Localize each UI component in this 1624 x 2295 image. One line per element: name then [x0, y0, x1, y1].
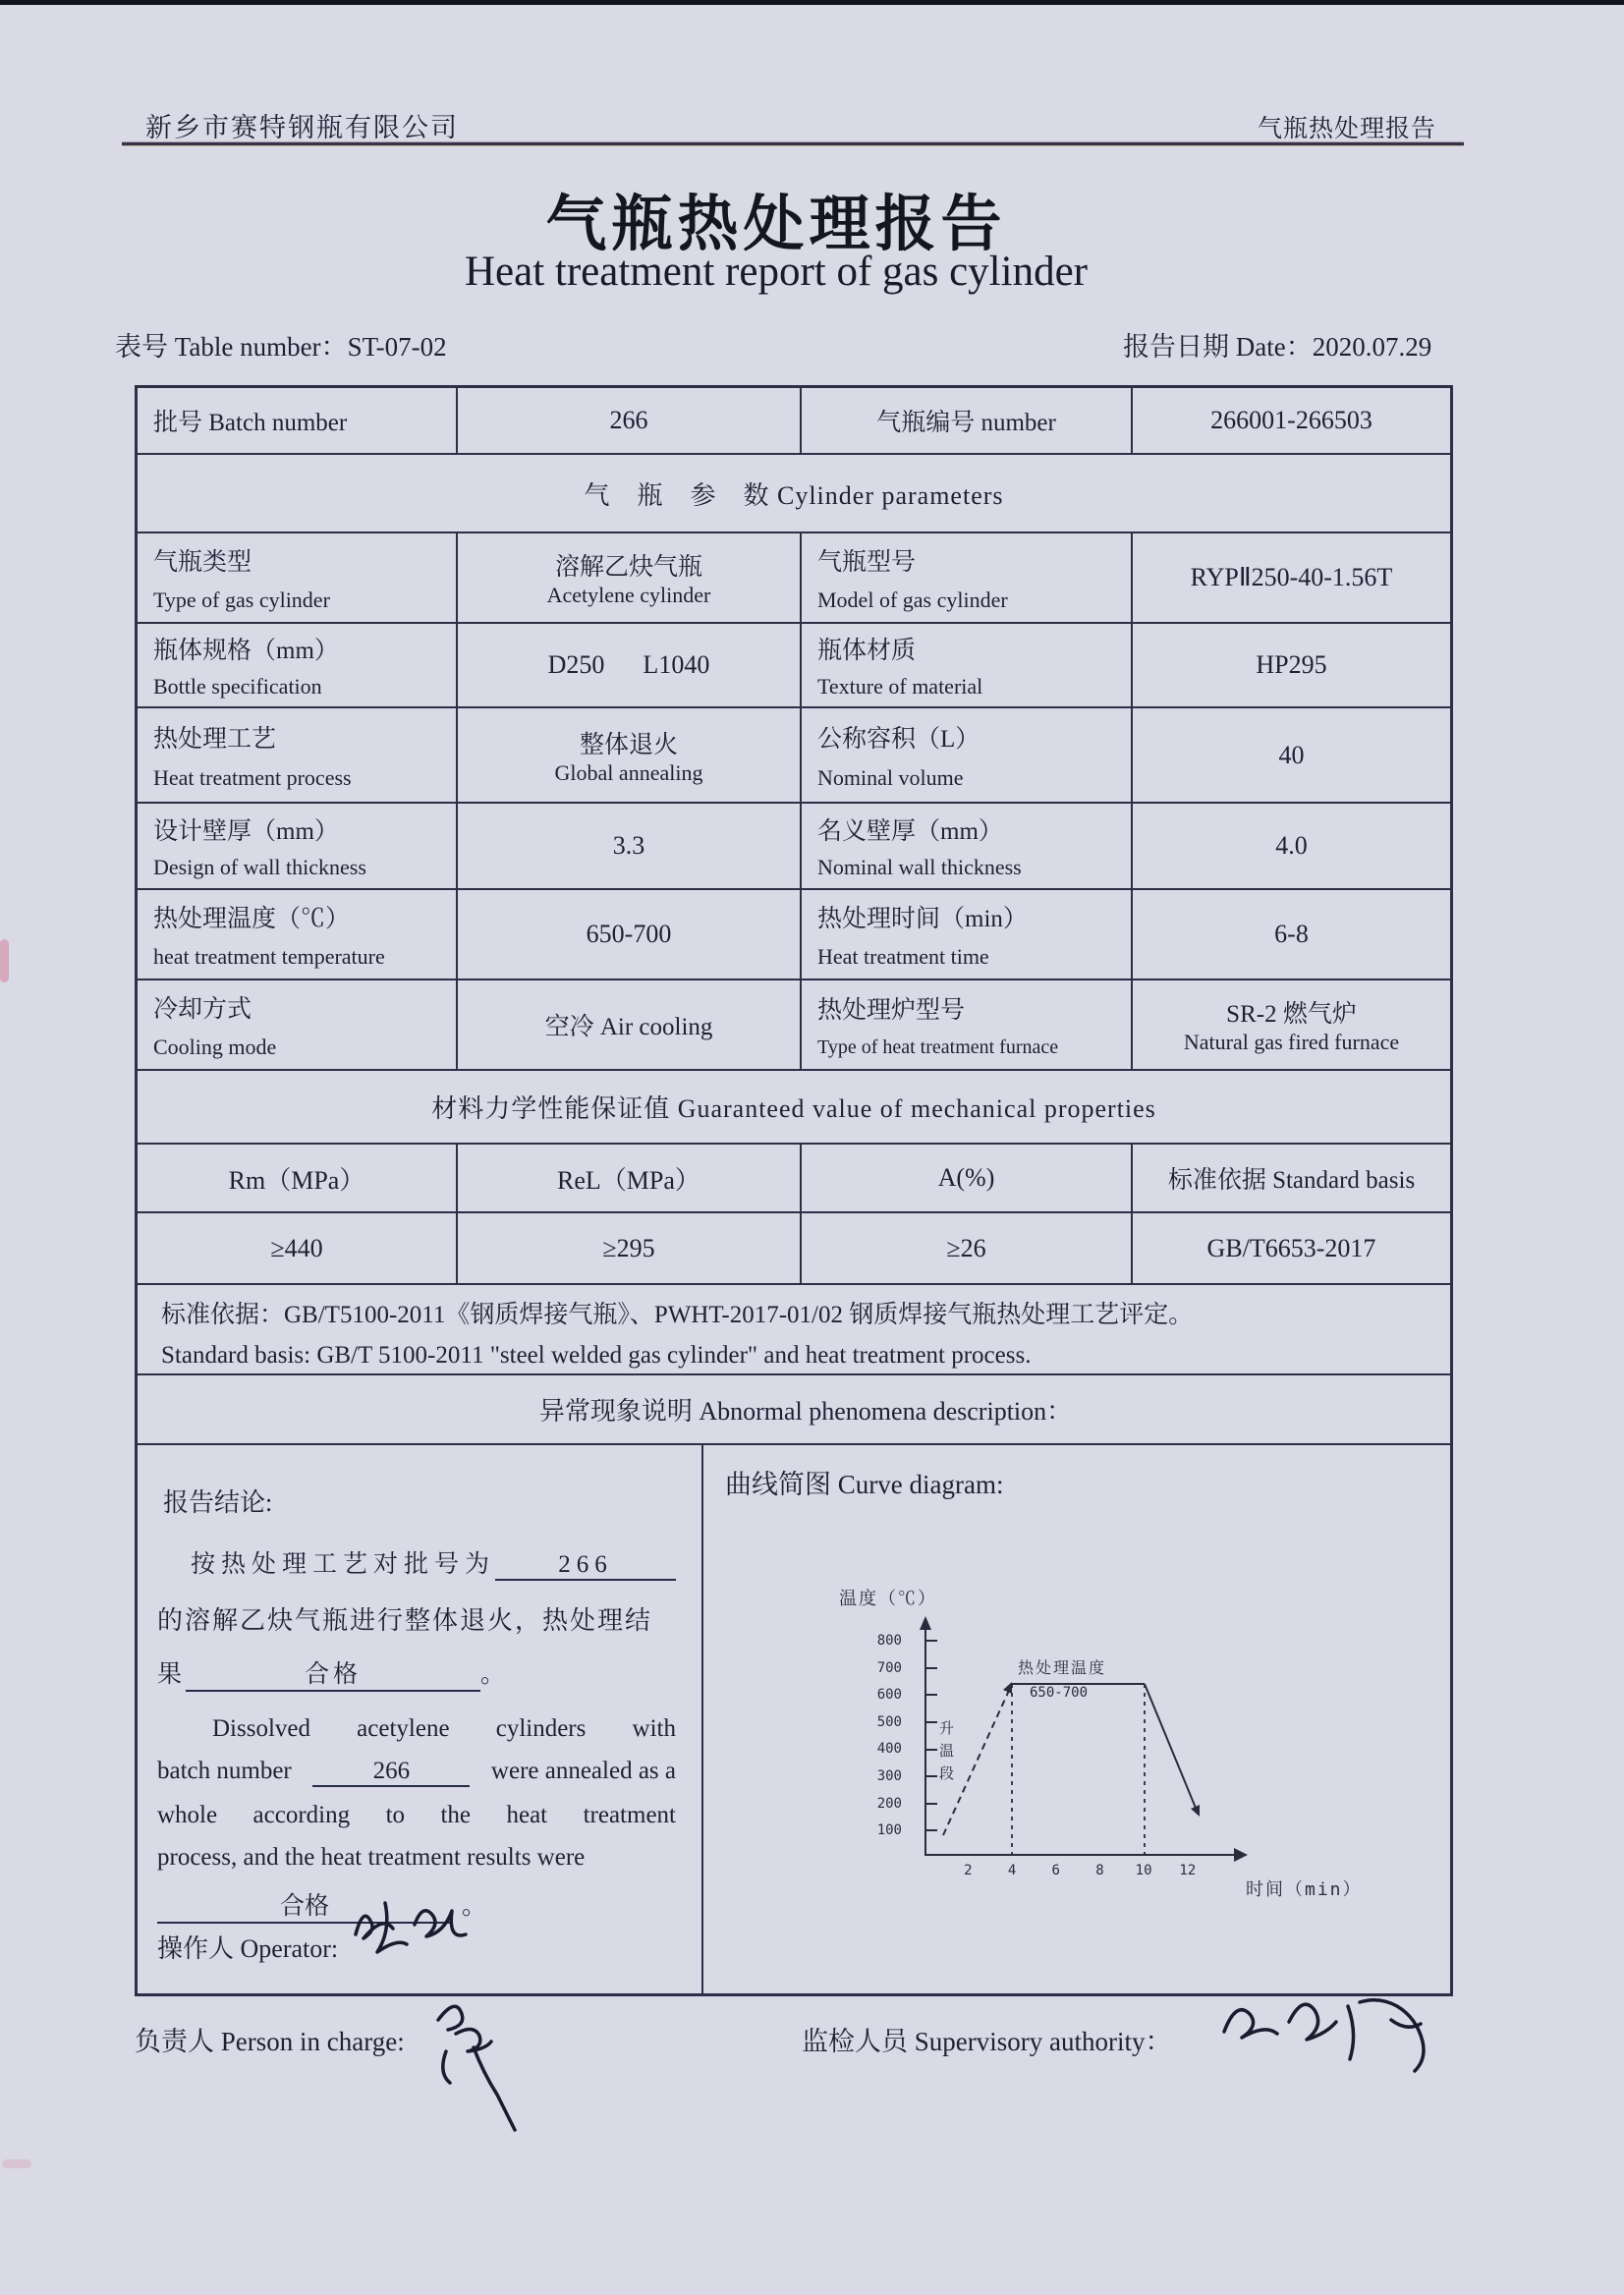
cooling-label-cell — [138, 980, 458, 1069]
table-row-standard — [138, 1285, 1450, 1375]
y-axis-label: 温度（℃） — [839, 1589, 937, 1609]
table-row-specification — [138, 624, 1450, 708]
x-axis-ticks: 2 4 6 8 10 12 — [964, 1863, 1197, 1878]
conclusion-en-line1: Dissolved acetylene cylinders with — [212, 1715, 676, 1742]
process-label-cell — [138, 708, 458, 802]
table-number-label: 表号 Table number： — [115, 332, 348, 362]
conclusion-zh3-post: 。 — [480, 1661, 510, 1688]
model-value-cell — [1133, 533, 1450, 622]
conclusion-en-line2 — [157, 1758, 676, 1787]
volume-label-zh: 公称容积（L） — [817, 726, 980, 753]
temperature-value: 650-700 — [586, 920, 672, 948]
cooling-label-zh: 冷却方式 — [153, 996, 252, 1024]
page-title-en: Heat treatment report of gas cylinder — [465, 249, 1088, 295]
cooling-value-cell — [458, 980, 802, 1069]
standard-cell — [138, 1285, 1450, 1373]
type-value-zh: 溶解乙炔气瓶 — [554, 554, 702, 581]
spec-label-en: Bottle specification — [153, 673, 322, 699]
temperature-value-cell — [458, 890, 802, 979]
table-row-type — [138, 533, 1450, 624]
furnace-label-en: Type of heat treatment furnace — [817, 1036, 1059, 1058]
time-value-cell — [1133, 890, 1450, 979]
curve-heading: 曲线简图 Curve diagram: — [725, 1470, 1004, 1499]
type-label-en: Type of gas cylinder — [153, 587, 330, 612]
process-value-zh: 整体退火 — [579, 731, 678, 758]
x-axis-label: 时间（min） — [1246, 1879, 1363, 1900]
conclusion-zh-line2: 的溶解乙炔气瓶进行整体退火，热处理结 — [157, 1606, 653, 1635]
conclusion-en5-post: 。 — [462, 1893, 487, 1920]
cylinder-number-label: 气瓶编号 number — [876, 410, 1056, 436]
process-label-en: Heat treatment process — [153, 765, 352, 790]
process-value-en: Global annealing — [554, 759, 703, 785]
nominal-thickness-label-cell — [802, 804, 1133, 888]
spec-label-cell — [138, 624, 458, 706]
rel-header: ReL（MPa） — [557, 1165, 700, 1195]
header-rule — [122, 142, 1464, 145]
a-header: A(%) — [937, 1163, 995, 1192]
model-label-en: Model of gas cylinder — [817, 587, 1008, 612]
time-value: 6-8 — [1274, 920, 1309, 948]
temperature-label-zh: 热处理温度（℃） — [153, 906, 351, 933]
operator-label: 操作人 Operator: — [157, 1933, 339, 1963]
volume-label-en: Nominal volume — [817, 765, 964, 790]
rel-header-cell — [458, 1145, 802, 1211]
person-in-charge-signature — [422, 1990, 531, 2138]
person-in-charge-line — [135, 2020, 405, 2058]
plateau-range-label: 650-700 — [1030, 1685, 1089, 1701]
type-label-zh: 气瓶类型 — [153, 549, 252, 577]
nominal-thickness-label-en: Nominal wall thickness — [817, 855, 1022, 879]
conclusion-zh3-pre: 果 — [157, 1661, 187, 1688]
y-axis-ticks: 800 700 600 500 400 300 200 100 — [876, 1633, 902, 1839]
standard-basis-value: GB/T6653-2017 — [1206, 1233, 1376, 1262]
section-cylinder-parameters-title: 气 瓶 参 数 Cylinder parameters — [584, 480, 1004, 510]
table-row-process — [138, 708, 1450, 804]
table-row-conclusion-curve — [138, 1445, 1450, 1993]
abnormal-cell — [138, 1375, 1450, 1443]
process-value-cell — [458, 708, 802, 802]
batch-value-cell — [458, 388, 802, 453]
cylinder-number-label-cell — [802, 388, 1133, 453]
scan-edge-strip — [0, 0, 1624, 5]
table-row-cooling — [138, 980, 1450, 1071]
rel-value-cell — [458, 1213, 802, 1283]
volume-label-cell — [802, 708, 1133, 802]
conclusion-en-result-fill: 合格 — [157, 1886, 452, 1924]
scan-smudge — [2, 2159, 31, 2168]
cylinder-number-value: 266001-266503 — [1210, 406, 1372, 434]
design-thickness-value-cell — [458, 804, 802, 888]
table-number-value: ST-07-02 — [347, 332, 447, 362]
rm-value: ≥440 — [270, 1233, 323, 1262]
table-number — [115, 325, 447, 364]
material-value: HP295 — [1256, 650, 1327, 679]
conclusion-en2-post: were annealed as a — [490, 1758, 676, 1784]
table-row-mech-values — [138, 1213, 1450, 1285]
spec-value-cell — [458, 624, 802, 706]
rise-segment-label: 升温段 — [937, 1720, 953, 1788]
conclusion-en2-pre: batch number — [157, 1758, 292, 1784]
design-thickness-value: 3.3 — [612, 831, 645, 860]
furnace-label-zh: 热处理炉型号 — [817, 997, 966, 1025]
operator-signature — [348, 1895, 476, 1968]
conclusion-batch-fill: 266 — [495, 1551, 676, 1581]
conclusion-zh1-text: 按热处理工艺对批号为 — [191, 1551, 496, 1578]
furnace-value-en: Natural gas fired furnace — [1183, 1030, 1400, 1054]
time-label-cell — [802, 890, 1133, 979]
volume-value: 40 — [1278, 740, 1305, 769]
operator-line — [157, 1925, 476, 1968]
rm-header-cell — [138, 1145, 458, 1211]
table-row-abnormal — [138, 1375, 1450, 1445]
supervisory-authority-signature — [1214, 1981, 1450, 2089]
supervisory-authority-label: 监检人员 Supervisory authority： — [802, 2027, 1172, 2056]
conclusion-en-line4: process, and the heat treatment results were — [157, 1844, 586, 1871]
spec-value: D250 L1040 — [547, 650, 710, 679]
cylinder-number-value-cell — [1133, 388, 1450, 453]
a-value: ≥26 — [946, 1233, 986, 1262]
table-row-temperature — [138, 890, 1450, 980]
material-label-zh: 瓶体材质 — [817, 638, 917, 665]
standard-basis-header: 标准依据 Standard basis — [1167, 1167, 1416, 1194]
furnace-value-cell — [1133, 980, 1450, 1069]
scan-smudge — [0, 939, 9, 982]
nominal-thickness-value-cell — [1133, 804, 1450, 888]
model-value: RYPⅡ250-40-1.56T — [1190, 563, 1393, 591]
conclusion-result-fill: 合格 — [186, 1654, 480, 1692]
page-title-zh: 气瓶热处理报告 — [545, 192, 1007, 258]
nominal-thickness-label-zh: 名义壁厚（mm） — [817, 818, 1003, 845]
design-thickness-label-zh: 设计壁厚（mm） — [153, 818, 339, 845]
table-row-mech-headers — [138, 1145, 1450, 1213]
time-label-zh: 热处理时间（min） — [817, 906, 1028, 933]
type-value-cell — [458, 533, 802, 622]
plateau-label: 热处理温度 — [1018, 1660, 1107, 1677]
process-label-zh: 热处理工艺 — [153, 726, 277, 753]
model-label-cell — [802, 533, 1133, 622]
furnace-value-zh: SR-2 燃气炉 — [1226, 1001, 1357, 1028]
supervisory-authority-line — [802, 2020, 1171, 2058]
section-mechanical-properties — [138, 1071, 1450, 1145]
time-label-en: Heat treatment time — [817, 943, 989, 969]
design-thickness-label-cell — [138, 804, 458, 888]
cooling-value: 空冷 Air cooling — [544, 1014, 713, 1040]
rm-header: Rm（MPa） — [228, 1165, 365, 1195]
curve-cell — [703, 1445, 1450, 1993]
section-mechanical-properties-title: 材料力学性能保证值 Guaranteed value of mechanical properties — [431, 1094, 1156, 1123]
standard-basis-header-cell — [1133, 1145, 1450, 1211]
section-cylinder-parameters — [138, 455, 1450, 533]
temperature-label-cell — [138, 890, 458, 979]
report-date-value: 2020.07.29 — [1312, 332, 1432, 362]
standard-basis-value-cell — [1133, 1213, 1450, 1283]
conclusion-cell — [138, 1445, 703, 1993]
spec-label-zh: 瓶体规格（mm） — [153, 638, 339, 665]
volume-value-cell — [1133, 708, 1450, 802]
nominal-thickness-value: 4.0 — [1275, 831, 1308, 860]
report-table — [135, 385, 1453, 1996]
model-label-zh: 气瓶型号 — [817, 549, 917, 577]
material-label-cell — [802, 624, 1133, 706]
standard-line-zh: 标准依据：GB/T5100-2011《钢质焊接气瓶》、PWHT-2017-01/02 钢质焊接气瓶热处理工艺评定。 — [161, 1302, 1194, 1328]
conclusion-zh-line1 — [157, 1544, 676, 1581]
furnace-label-cell — [802, 980, 1133, 1069]
design-thickness-label-en: Design of wall thickness — [153, 855, 366, 879]
type-value-en: Acetylene cylinder — [546, 583, 711, 607]
temperature-label-en: heat treatment temperature — [153, 943, 385, 969]
abnormal-label: 异常现象说明 Abnormal phenomena description： — [538, 1397, 1073, 1426]
company-name: 新乡市赛特钢瓶有限公司 — [145, 113, 459, 142]
batch-label-cell — [138, 388, 458, 453]
report-date-label: 报告日期 Date： — [1123, 332, 1313, 362]
table-row-batch — [138, 388, 1450, 455]
curve-plot — [703, 1445, 1448, 1991]
person-in-charge-label: 负责人 Person in charge: — [135, 2027, 405, 2056]
header-doc-type: 气瓶热处理报告 — [1258, 116, 1437, 142]
type-label-cell — [138, 533, 458, 622]
cooling-label-en: Cooling mode — [153, 1034, 277, 1059]
material-label-en: Texture of material — [817, 673, 983, 699]
rel-value: ≥295 — [602, 1233, 655, 1262]
batch-value: 266 — [609, 406, 648, 434]
a-value-cell — [802, 1213, 1133, 1283]
table-row-design-thickness — [138, 804, 1450, 890]
report-date — [1123, 325, 1431, 364]
conclusion-en-line3: whole according to the heat treatment — [157, 1802, 676, 1828]
rm-value-cell — [138, 1213, 458, 1283]
batch-label: 批号 Batch number — [153, 410, 348, 436]
conclusion-heading: 报告结论: — [163, 1488, 273, 1517]
standard-line-en: Standard basis: GB/T 5100-2011 "steel welded gas cylinder" and heat treatment process. — [161, 1342, 1032, 1369]
material-value-cell — [1133, 624, 1450, 706]
a-header-cell — [802, 1145, 1133, 1211]
conclusion-zh-line3 — [157, 1654, 676, 1692]
conclusion-en-batch-fill: 266 — [312, 1758, 470, 1787]
